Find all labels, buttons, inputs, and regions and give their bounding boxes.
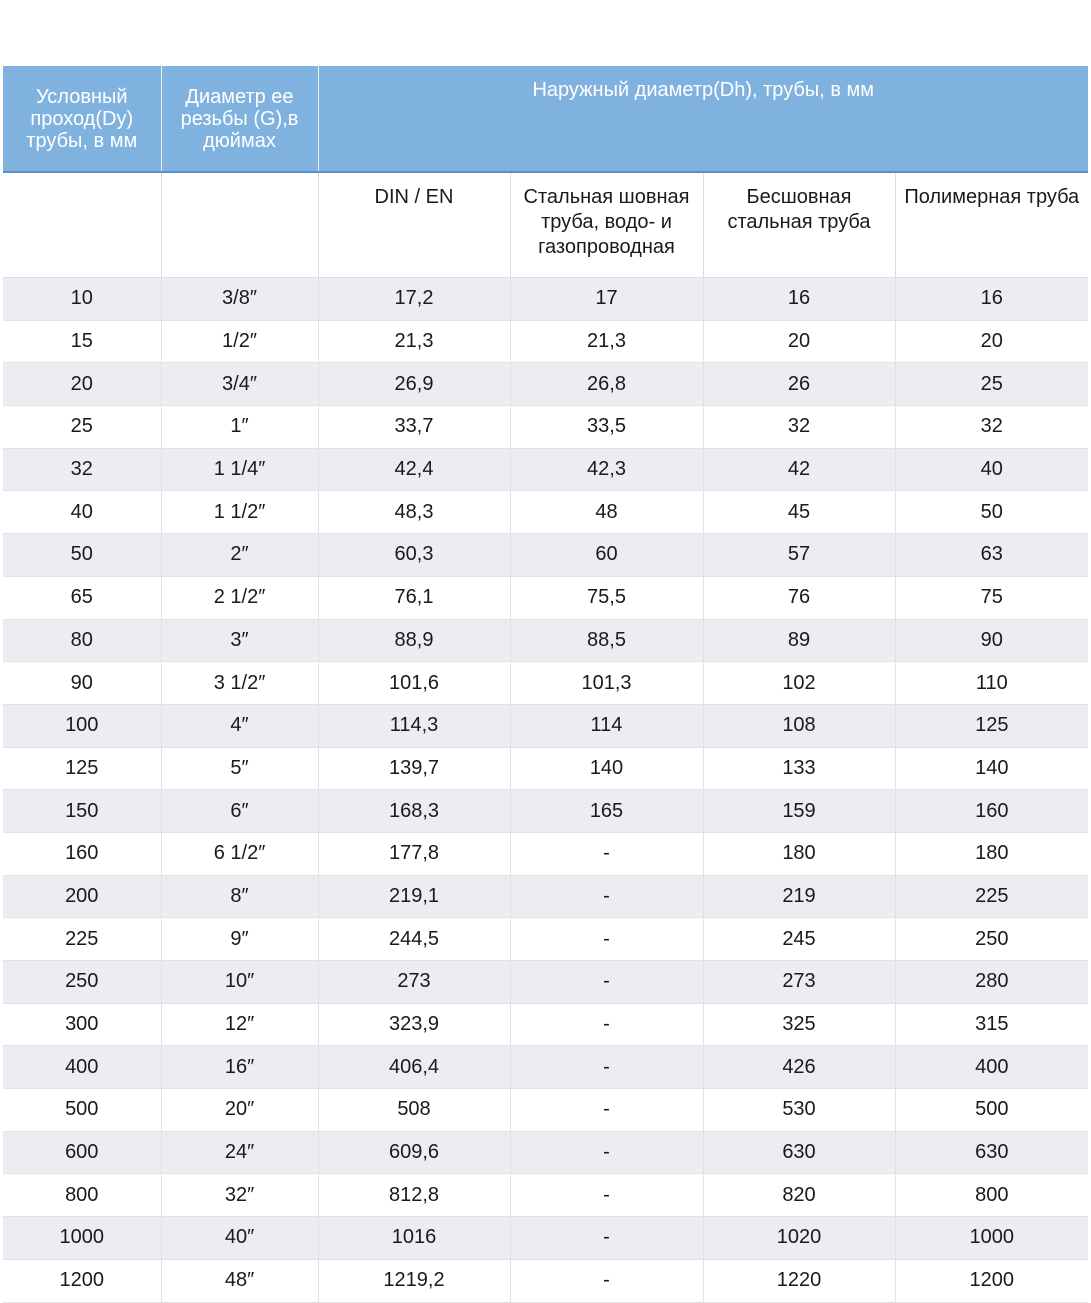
cell-seamless-steel: 426	[703, 1046, 895, 1089]
cell-polymer: 800	[895, 1174, 1088, 1217]
cell-seamless-steel: 108	[703, 704, 895, 747]
cell-seamless-steel: 32	[703, 406, 895, 449]
cell-seamless-steel: 1020	[703, 1217, 895, 1260]
cell-polymer: 50	[895, 491, 1088, 534]
header-nominal-bore: Условный проход(Dy) трубы, в мм	[3, 66, 161, 172]
cell-din-en: 42,4	[318, 448, 510, 491]
cell-thread-size: 1 1/4″	[161, 448, 318, 491]
cell-seamless-steel: 273	[703, 961, 895, 1004]
table-row	[3, 961, 1088, 1004]
cell-din-en: 219,1	[318, 875, 510, 918]
cell-thread-size: 20″	[161, 1089, 318, 1132]
table-row	[3, 1259, 1088, 1302]
cell-thread-size: 12″	[161, 1003, 318, 1046]
table-row	[3, 406, 1088, 449]
cell-seamless-steel: 530	[703, 1089, 895, 1132]
cell-seamless-steel: 20	[703, 320, 895, 363]
table-row	[3, 491, 1088, 534]
cell-din-en: 508	[318, 1089, 510, 1132]
cell-seamless-steel: 57	[703, 534, 895, 577]
cell-polymer: 20	[895, 320, 1088, 363]
cell-seamless-steel: 102	[703, 662, 895, 705]
cell-thread-size: 1″	[161, 406, 318, 449]
table-row	[3, 576, 1088, 619]
table-row	[3, 1089, 1088, 1132]
cell-welded-steel: 75,5	[510, 576, 703, 619]
cell-polymer: 160	[895, 790, 1088, 833]
cell-seamless-steel: 159	[703, 790, 895, 833]
cell-thread-size: 3/4″	[161, 363, 318, 406]
cell-nominal-bore: 225	[3, 918, 161, 961]
subheader-din-en: DIN / EN	[318, 172, 510, 278]
cell-polymer: 75	[895, 576, 1088, 619]
cell-nominal-bore: 200	[3, 875, 161, 918]
cell-din-en: 88,9	[318, 619, 510, 662]
cell-welded-steel: -	[510, 1003, 703, 1046]
cell-nominal-bore: 150	[3, 790, 161, 833]
cell-polymer: 400	[895, 1046, 1088, 1089]
header-outer-diameter: Наружный диаметр(Dh), трубы, в мм	[318, 66, 1088, 172]
subheader-polymer: Полимерная труба	[895, 172, 1088, 278]
cell-seamless-steel: 89	[703, 619, 895, 662]
table-row	[3, 1003, 1088, 1046]
cell-seamless-steel: 133	[703, 747, 895, 790]
cell-nominal-bore: 65	[3, 576, 161, 619]
cell-seamless-steel: 76	[703, 576, 895, 619]
cell-welded-steel: -	[510, 832, 703, 875]
cell-welded-steel: -	[510, 1174, 703, 1217]
cell-din-en: 33,7	[318, 406, 510, 449]
cell-thread-size: 6 1/2″	[161, 832, 318, 875]
cell-din-en: 1219,2	[318, 1259, 510, 1302]
cell-din-en: 244,5	[318, 918, 510, 961]
cell-polymer: 180	[895, 832, 1088, 875]
cell-polymer: 16	[895, 278, 1088, 321]
cell-polymer: 500	[895, 1089, 1088, 1132]
cell-polymer: 40	[895, 448, 1088, 491]
cell-polymer: 90	[895, 619, 1088, 662]
cell-welded-steel: -	[510, 875, 703, 918]
cell-nominal-bore: 250	[3, 961, 161, 1004]
table-row	[3, 832, 1088, 875]
cell-din-en: 101,6	[318, 662, 510, 705]
cell-thread-size: 1/2″	[161, 320, 318, 363]
cell-welded-steel: 101,3	[510, 662, 703, 705]
cell-thread-size: 4″	[161, 704, 318, 747]
cell-seamless-steel: 16	[703, 278, 895, 321]
table-row	[3, 747, 1088, 790]
table-row	[3, 1046, 1088, 1089]
cell-din-en: 60,3	[318, 534, 510, 577]
cell-seamless-steel: 1220	[703, 1259, 895, 1302]
cell-nominal-bore: 90	[3, 662, 161, 705]
cell-thread-size: 48″	[161, 1259, 318, 1302]
table-row	[3, 619, 1088, 662]
table-row	[3, 320, 1088, 363]
cell-nominal-bore: 500	[3, 1089, 161, 1132]
cell-din-en: 48,3	[318, 491, 510, 534]
cell-welded-steel: 33,5	[510, 406, 703, 449]
cell-thread-size: 16″	[161, 1046, 318, 1089]
table-row	[3, 1174, 1088, 1217]
table-row	[3, 448, 1088, 491]
cell-polymer: 125	[895, 704, 1088, 747]
cell-welded-steel: 88,5	[510, 619, 703, 662]
cell-nominal-bore: 125	[3, 747, 161, 790]
cell-thread-size: 3 1/2″	[161, 662, 318, 705]
header-thread-diameter: Диаметр ее резьбы (G),в дюймах	[161, 66, 318, 172]
cell-welded-steel: -	[510, 1259, 703, 1302]
pipe-diameter-table	[3, 66, 1088, 1303]
cell-din-en: 139,7	[318, 747, 510, 790]
cell-din-en: 1016	[318, 1217, 510, 1260]
cell-din-en: 21,3	[318, 320, 510, 363]
cell-nominal-bore: 1200	[3, 1259, 161, 1302]
cell-thread-size: 2″	[161, 534, 318, 577]
cell-thread-size: 3″	[161, 619, 318, 662]
cell-thread-size: 8″	[161, 875, 318, 918]
table-row	[3, 875, 1088, 918]
cell-seamless-steel: 42	[703, 448, 895, 491]
cell-polymer: 1000	[895, 1217, 1088, 1260]
table-row	[3, 1217, 1088, 1260]
cell-nominal-bore: 50	[3, 534, 161, 577]
cell-thread-size: 6″	[161, 790, 318, 833]
cell-welded-steel: 140	[510, 747, 703, 790]
cell-welded-steel: 165	[510, 790, 703, 833]
cell-nominal-bore: 400	[3, 1046, 161, 1089]
cell-nominal-bore: 300	[3, 1003, 161, 1046]
cell-din-en: 609,6	[318, 1131, 510, 1174]
cell-nominal-bore: 25	[3, 406, 161, 449]
cell-polymer: 63	[895, 534, 1088, 577]
cell-welded-steel: -	[510, 1089, 703, 1132]
cell-polymer: 315	[895, 1003, 1088, 1046]
subheader-welded-steel: Стальная шовная труба, водо- и газопроводная	[510, 172, 703, 278]
cell-nominal-bore: 80	[3, 619, 161, 662]
cell-seamless-steel: 325	[703, 1003, 895, 1046]
cell-thread-size: 24″	[161, 1131, 318, 1174]
table-row	[3, 1131, 1088, 1174]
table-row	[3, 790, 1088, 833]
table-row	[3, 918, 1088, 961]
cell-thread-size: 10″	[161, 961, 318, 1004]
table-row	[3, 534, 1088, 577]
cell-thread-size: 32″	[161, 1174, 318, 1217]
table-row	[3, 278, 1088, 321]
cell-polymer: 32	[895, 406, 1088, 449]
table-row	[3, 662, 1088, 705]
cell-welded-steel: 21,3	[510, 320, 703, 363]
cell-welded-steel: 114	[510, 704, 703, 747]
cell-welded-steel: 48	[510, 491, 703, 534]
cell-din-en: 812,8	[318, 1174, 510, 1217]
cell-nominal-bore: 32	[3, 448, 161, 491]
cell-welded-steel: -	[510, 918, 703, 961]
cell-seamless-steel: 45	[703, 491, 895, 534]
cell-thread-size: 5″	[161, 747, 318, 790]
cell-polymer: 630	[895, 1131, 1088, 1174]
cell-welded-steel: 26,8	[510, 363, 703, 406]
cell-nominal-bore: 100	[3, 704, 161, 747]
cell-polymer: 225	[895, 875, 1088, 918]
cell-nominal-bore: 15	[3, 320, 161, 363]
cell-welded-steel: -	[510, 1217, 703, 1260]
cell-seamless-steel: 26	[703, 363, 895, 406]
cell-nominal-bore: 40	[3, 491, 161, 534]
cell-din-en: 323,9	[318, 1003, 510, 1046]
cell-seamless-steel: 820	[703, 1174, 895, 1217]
cell-thread-size: 1 1/2″	[161, 491, 318, 534]
cell-din-en: 26,9	[318, 363, 510, 406]
cell-nominal-bore: 600	[3, 1131, 161, 1174]
cell-welded-steel: -	[510, 1046, 703, 1089]
cell-seamless-steel: 245	[703, 918, 895, 961]
cell-welded-steel: 42,3	[510, 448, 703, 491]
cell-polymer: 1200	[895, 1259, 1088, 1302]
cell-polymer: 110	[895, 662, 1088, 705]
cell-thread-size: 9″	[161, 918, 318, 961]
cell-nominal-bore: 20	[3, 363, 161, 406]
table-subheader-row	[3, 172, 1088, 278]
table-row	[3, 363, 1088, 406]
cell-din-en: 17,2	[318, 278, 510, 321]
cell-welded-steel: -	[510, 961, 703, 1004]
cell-polymer: 25	[895, 363, 1088, 406]
cell-welded-steel: 17	[510, 278, 703, 321]
subheader-empty-1	[3, 172, 161, 278]
cell-nominal-bore: 1000	[3, 1217, 161, 1260]
cell-polymer: 140	[895, 747, 1088, 790]
cell-din-en: 406,4	[318, 1046, 510, 1089]
cell-din-en: 273	[318, 961, 510, 1004]
cell-din-en: 76,1	[318, 576, 510, 619]
cell-nominal-bore: 10	[3, 278, 161, 321]
cell-seamless-steel: 219	[703, 875, 895, 918]
cell-thread-size: 40″	[161, 1217, 318, 1260]
cell-welded-steel: 60	[510, 534, 703, 577]
cell-din-en: 177,8	[318, 832, 510, 875]
cell-seamless-steel: 630	[703, 1131, 895, 1174]
cell-polymer: 250	[895, 918, 1088, 961]
cell-welded-steel: -	[510, 1131, 703, 1174]
cell-nominal-bore: 160	[3, 832, 161, 875]
cell-din-en: 114,3	[318, 704, 510, 747]
subheader-seamless-steel: Бесшовная стальная труба	[703, 172, 895, 278]
cell-thread-size: 2 1/2″	[161, 576, 318, 619]
cell-nominal-bore: 800	[3, 1174, 161, 1217]
cell-seamless-steel: 180	[703, 832, 895, 875]
table-header-row	[3, 66, 1088, 172]
cell-polymer: 280	[895, 961, 1088, 1004]
subheader-empty-2	[161, 172, 318, 278]
cell-thread-size: 3/8″	[161, 278, 318, 321]
table-row	[3, 704, 1088, 747]
cell-din-en: 168,3	[318, 790, 510, 833]
